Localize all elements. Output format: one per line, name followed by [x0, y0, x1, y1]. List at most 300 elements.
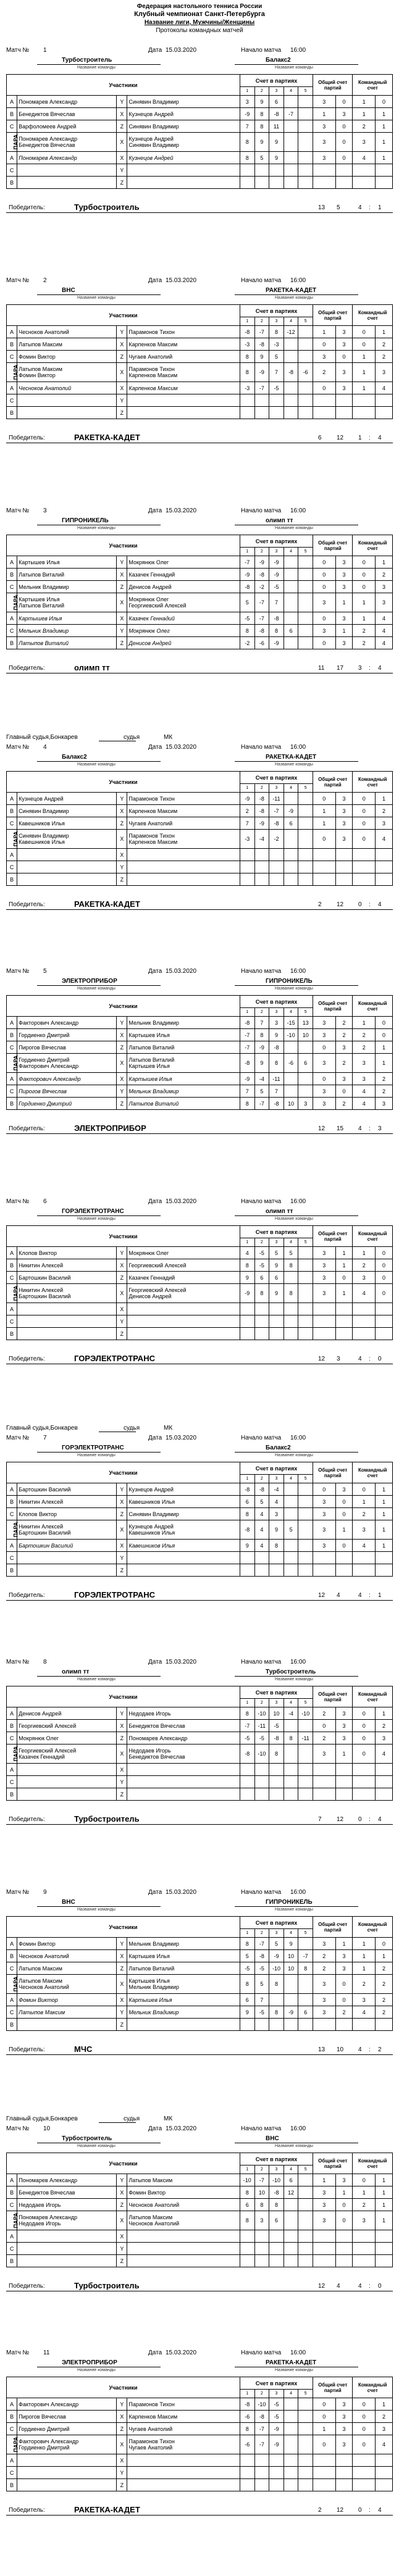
- player1-name: [17, 407, 117, 419]
- game-score: 9: [284, 1938, 298, 1950]
- row-letter: B: [7, 1564, 17, 1577]
- game-number: 1: [240, 1699, 254, 1707]
- total-games-away: [335, 407, 353, 419]
- player1-primary: Мокрянюк Олег: [19, 1735, 59, 1741]
- row-letter: [7, 1975, 17, 1994]
- team1-caption: Название команды: [77, 1217, 116, 1221]
- team-score-home: [353, 1328, 376, 1340]
- game-score: -9: [269, 556, 284, 569]
- team1-name: ВНС: [62, 287, 75, 294]
- row-opponent-letter: Y: [117, 2467, 127, 2479]
- team2-name: олимп тт: [266, 1208, 293, 1215]
- game-score: [298, 793, 313, 805]
- game-row: [7, 2019, 393, 2031]
- team-score-home: 0: [353, 2435, 376, 2454]
- total-games-away-final: 4: [337, 1592, 340, 1599]
- player2-primary: Латыпов Максим: [128, 2177, 173, 2183]
- total-games-home: 0: [313, 793, 336, 805]
- match-protocol-list: [0, 43, 399, 2576]
- player1-name: [17, 793, 117, 805]
- game-number: 3: [269, 2390, 284, 2398]
- player2-primary: Кузнецов Андрей: [128, 154, 174, 161]
- game-row: [7, 120, 393, 133]
- start-label: Начало матча: [241, 1659, 282, 1665]
- row-opponent-letter: Y: [117, 861, 127, 873]
- game-score: 8: [240, 363, 254, 382]
- game-score: [298, 96, 313, 108]
- game-score: 8: [284, 1732, 298, 1744]
- start-time: 16:00: [290, 2125, 306, 2132]
- total-games-away: 0: [335, 1496, 353, 1508]
- total-games-away: 3: [335, 2435, 353, 2454]
- team1-caption: Название команды: [77, 526, 116, 530]
- player2-name: [127, 793, 240, 805]
- start-time: 16:00: [290, 744, 306, 751]
- game-row: [7, 1962, 393, 1975]
- game-score: 5: [269, 1247, 284, 1259]
- player2-partner: Чесноков Анатолий: [128, 2220, 180, 2227]
- game-score: [298, 1938, 313, 1950]
- row-letter: [7, 593, 17, 612]
- row-opponent-letter: X: [117, 569, 127, 581]
- game-score: [298, 2230, 313, 2243]
- game-score: -9: [254, 817, 269, 830]
- game-score: [269, 2479, 284, 2491]
- game-score: 6: [240, 2199, 254, 2211]
- game-row: [7, 1284, 393, 1303]
- player2-name: [127, 1259, 240, 1272]
- total-games-home: 1: [313, 2423, 336, 2435]
- player2-primary: Недодаев Игорь: [128, 1710, 171, 1717]
- player1-primary: Никитин Алексей: [19, 1498, 64, 1505]
- game-score: -9: [254, 1041, 269, 1054]
- player2-primary: Карпенков Максим: [128, 385, 178, 391]
- participants-header: Участники: [7, 535, 240, 556]
- game-score: [298, 1552, 313, 1564]
- score-separator: :: [369, 1356, 371, 1362]
- winner-label: Победитель:: [9, 2283, 45, 2290]
- game-row: [7, 2186, 393, 2199]
- player2-partner: Карпенков Максим: [128, 839, 178, 845]
- match-number: 7: [43, 1435, 47, 1441]
- row-opponent-letter: X: [117, 1303, 127, 1315]
- game-score: [254, 1328, 269, 1340]
- player1-name: [17, 1259, 117, 1272]
- team-score-away: [375, 1776, 392, 1788]
- player1-name: [17, 1017, 117, 1029]
- game-score: [298, 177, 313, 189]
- game-score: [284, 793, 298, 805]
- game-score: [284, 2019, 298, 2031]
- game-score: [269, 1764, 284, 1776]
- total-games-home: [313, 861, 336, 873]
- winner-label: Победитель:: [9, 435, 45, 441]
- total-games-away: 2: [335, 1029, 353, 1041]
- player1-name: [17, 1328, 117, 1340]
- team-score-home: 4: [353, 1540, 376, 1552]
- team-score-away: [375, 407, 392, 419]
- game-score: -5: [269, 1720, 284, 1732]
- total-games-away: 3: [335, 2411, 353, 2423]
- player1-name: [17, 351, 117, 363]
- game-score: [254, 849, 269, 861]
- team-score-home: 1: [353, 363, 376, 382]
- game-row: [7, 1272, 393, 1284]
- date-label: Дата: [148, 1435, 162, 1441]
- game-number: 4: [284, 1929, 298, 1938]
- game-number: 5: [298, 784, 313, 793]
- player1-primary: Фомин Виктор: [19, 353, 56, 360]
- team-score-away: [375, 177, 392, 189]
- team-score-away: 3: [375, 1098, 392, 1110]
- game-score: [298, 861, 313, 873]
- game-row: [7, 2174, 393, 2186]
- total-games-away: [335, 873, 353, 886]
- team1-name: Турбостроитель: [62, 2135, 112, 2142]
- game-number: 4: [284, 2165, 298, 2174]
- total-games-home: [313, 2230, 336, 2243]
- game-score: -8: [240, 1017, 254, 1029]
- row-letter: C: [7, 1732, 17, 1744]
- row-opponent-letter: X: [117, 1284, 127, 1303]
- player1-primary: Недодаев Игорь: [19, 2201, 61, 2208]
- row-opponent-letter: Y: [117, 2243, 127, 2255]
- total-games-away: 2: [335, 1017, 353, 1029]
- team-score-home: 3: [353, 2211, 376, 2230]
- date-label: Дата: [148, 277, 162, 284]
- score-in-games-header: Счет в партиях: [240, 772, 313, 784]
- row-opponent-letter: Z: [117, 2479, 127, 2491]
- game-score: [254, 1776, 269, 1788]
- player1-primary: Картышев Илья: [19, 615, 62, 622]
- player1-primary: Картышев Илья: [19, 559, 60, 565]
- player1-name: [17, 1073, 117, 1085]
- player2-name: [127, 1496, 240, 1508]
- game-row: [7, 2255, 393, 2267]
- team2-caption: Название команды: [275, 2144, 313, 2148]
- player1-name: [17, 2243, 117, 2255]
- match-results-table: [6, 2377, 393, 2491]
- game-score: 10: [269, 1707, 284, 1720]
- game-score: [298, 120, 313, 133]
- player1-name: [17, 382, 117, 394]
- player2-primary: Латыпов Виталий: [128, 1057, 175, 1063]
- team-score-header: Командный счет: [353, 1686, 393, 1707]
- game-score: -5: [254, 1732, 269, 1744]
- total-games-home: 3: [313, 1029, 336, 1041]
- game-score: [284, 569, 298, 581]
- game-score: 8: [240, 2186, 254, 2199]
- start-label: Начало матча: [241, 47, 282, 54]
- total-games-away: 0: [335, 96, 353, 108]
- total-games-home: 2: [313, 363, 336, 382]
- game-score: [240, 2454, 254, 2467]
- row-opponent-letter: Z: [117, 581, 127, 593]
- game-score: [284, 556, 298, 569]
- referee-name: Главный судья,Бонкарев: [6, 1425, 78, 1432]
- team-score-home: 1: [353, 612, 376, 625]
- game-score: [284, 2411, 298, 2423]
- game-score: [254, 2255, 269, 2267]
- game-number: 4: [284, 1475, 298, 1483]
- score-in-games-header: Счет в партиях: [240, 1917, 313, 1929]
- team-score-home-final: 4: [358, 2046, 362, 2053]
- player1-name: [17, 830, 117, 849]
- team2-name: Балакс2: [266, 57, 291, 64]
- game-score: [298, 338, 313, 351]
- team1-caption: Название команды: [77, 1453, 116, 1457]
- row-letter: C: [7, 2423, 17, 2435]
- game-score: [254, 407, 269, 419]
- team-score-away: 1: [375, 120, 392, 133]
- player1-name: [17, 569, 117, 581]
- game-score: [284, 2423, 298, 2435]
- row-opponent-letter: Z: [117, 1732, 127, 1744]
- game-number: 1: [240, 784, 254, 793]
- player2-name: [127, 338, 240, 351]
- player2-name: [127, 1552, 240, 1564]
- total-games-home-final: 12: [318, 1125, 326, 1132]
- game-score: [284, 394, 298, 407]
- row-opponent-letter: Z: [117, 1098, 127, 1110]
- team1-name: ГОРЭЛЕКТРОТРАНС: [62, 1444, 124, 1451]
- game-score: [240, 177, 254, 189]
- start-label: Начало матча: [241, 1435, 282, 1441]
- player1-primary: Кузнецов Андрей: [19, 795, 64, 802]
- total-games-home: 3: [313, 1272, 336, 1284]
- game-score: 9: [269, 152, 284, 164]
- match-date: 15.03.2020: [166, 968, 197, 975]
- total-games-home: [313, 394, 336, 407]
- score-in-games-header: Счет в партиях: [240, 1686, 313, 1699]
- participants-header: Участники: [7, 1686, 240, 1707]
- total-games-away: 3: [335, 2398, 353, 2411]
- row-letter: C: [7, 1962, 17, 1975]
- game-score: -8: [254, 338, 269, 351]
- game-number: 3: [269, 1929, 284, 1938]
- team-score-away-final: 4: [378, 2507, 382, 2514]
- winner-underline: [6, 1133, 393, 1134]
- game-row: [7, 1776, 393, 1788]
- game-number: 5: [298, 1475, 313, 1483]
- team-score-home: 1: [353, 2186, 376, 2199]
- team-score-away: 3: [375, 581, 392, 593]
- row-letter: B: [7, 873, 17, 886]
- player1-name: [17, 2174, 117, 2186]
- game-score: 5: [269, 351, 284, 363]
- match-number: 4: [43, 744, 47, 751]
- team-score-home-final: 1: [358, 435, 362, 441]
- total-games-away: 3: [335, 1483, 353, 1496]
- game-score: [298, 2019, 313, 2031]
- game-score: [284, 133, 298, 152]
- team-score-home: 0: [353, 2423, 376, 2435]
- score-separator: :: [369, 1816, 371, 1823]
- total-games-home: [313, 2454, 336, 2467]
- team-score-home: [353, 1764, 376, 1776]
- game-score: [298, 1994, 313, 2006]
- row-letter: B: [7, 1029, 17, 1041]
- match-date: 15.03.2020: [166, 2125, 197, 2132]
- game-row: [7, 1054, 393, 1073]
- game-score: [298, 581, 313, 593]
- game-score: [284, 593, 298, 612]
- team-score-away: 2: [375, 2411, 392, 2423]
- game-score: -7: [254, 2435, 269, 2454]
- total-games-home: 3: [313, 1496, 336, 1508]
- player1-name: [17, 2199, 117, 2211]
- game-number: 2: [254, 1475, 269, 1483]
- team-score-home: [353, 407, 376, 419]
- game-score: [298, 2255, 313, 2267]
- match-results-table: [6, 304, 393, 419]
- total-games-away: 3: [335, 637, 353, 649]
- game-score: 6: [284, 817, 298, 830]
- team-score-away: 2: [375, 1073, 392, 1085]
- total-games-away: [335, 2255, 353, 2267]
- row-opponent-letter: X: [117, 2411, 127, 2423]
- total-games-home-final: 2: [318, 901, 322, 908]
- game-number: 3: [269, 1238, 284, 1247]
- total-games-home-final: 11: [318, 665, 325, 672]
- match-results-table: [6, 2153, 393, 2267]
- date-label: Дата: [148, 47, 162, 54]
- game-score: 6: [269, 1272, 284, 1284]
- total-games-away: 3: [335, 326, 353, 338]
- total-games-home: 1: [313, 805, 336, 817]
- player2-primary: Казачек Геннадий: [128, 571, 175, 578]
- game-score: -2: [240, 637, 254, 649]
- team2-underline: [235, 1215, 358, 1216]
- total-games-home: 2: [313, 1732, 336, 1744]
- signature-line: [99, 2122, 136, 2123]
- game-score: [240, 1776, 254, 1788]
- total-games-header: Общий счет партий: [313, 305, 353, 326]
- team2-caption: Название команды: [275, 526, 313, 530]
- game-row: [7, 1496, 393, 1508]
- player2-name: [127, 1776, 240, 1788]
- row-letter: B: [7, 338, 17, 351]
- team-score-away: 0: [375, 1029, 392, 1041]
- player2-name: [127, 2243, 240, 2255]
- team-score-away: [375, 1564, 392, 1577]
- team-score-away: 2: [375, 805, 392, 817]
- total-games-header: Общий счет партий: [313, 75, 353, 96]
- game-score: [254, 873, 269, 886]
- row-opponent-letter: Y: [117, 1552, 127, 1564]
- game-score: [284, 2398, 298, 2411]
- team-score-away: [375, 861, 392, 873]
- player2-primary: Парамонов Тихон: [128, 366, 175, 372]
- team1-underline: [37, 1906, 161, 1907]
- row-letter: [7, 2211, 17, 2230]
- team-score-home: 1: [353, 108, 376, 120]
- game-score: 8: [240, 625, 254, 637]
- game-score: [298, 637, 313, 649]
- game-score: -4: [284, 1707, 298, 1720]
- team-score-home: [353, 1788, 376, 1801]
- team-score-home: 0: [353, 581, 376, 593]
- team-score-away: [375, 2454, 392, 2467]
- player1-primary: Никитин Алексей: [19, 1262, 64, 1269]
- player2-name: [127, 351, 240, 363]
- game-number: 1: [240, 1475, 254, 1483]
- row-letter: C: [7, 1085, 17, 1098]
- team-score-home: 1: [353, 351, 376, 363]
- game-number: 1: [240, 1929, 254, 1938]
- row-letter: A: [7, 2230, 17, 2243]
- team1-name: Балакс2: [62, 754, 87, 761]
- game-score: [284, 2454, 298, 2467]
- game-score: 6: [254, 1272, 269, 1284]
- total-games-away: 1: [335, 1938, 353, 1950]
- player1-primary: Бартошкин Василий: [19, 1274, 71, 1281]
- game-score: 8: [269, 625, 284, 637]
- player2-primary: Чугаев Анатолий: [128, 2425, 173, 2432]
- total-games-home: 1: [313, 2174, 336, 2186]
- player1-name: [17, 394, 117, 407]
- game-score: 4: [254, 1540, 269, 1552]
- game-score: 8: [240, 1508, 254, 1520]
- game-score: 9: [254, 96, 269, 108]
- total-games-home: [313, 1315, 336, 1328]
- player2-primary: Недодаев Игорь: [128, 1748, 171, 1754]
- total-games-away: 3: [335, 569, 353, 581]
- team2-name: Турбостроитель: [266, 1669, 316, 1675]
- team-score-away: 3: [375, 2423, 392, 2435]
- player2-primary: Картышев Илья: [128, 1978, 170, 1984]
- player2-name: [127, 849, 240, 861]
- row-opponent-letter: X: [117, 363, 127, 382]
- team-score-away: [375, 394, 392, 407]
- team-score-away: 0: [375, 1247, 392, 1259]
- game-score: 9: [254, 1054, 269, 1073]
- game-score: 4: [254, 1508, 269, 1520]
- player2-name: [127, 1764, 240, 1776]
- game-number: 5: [298, 2165, 313, 2174]
- team-score-home: 0: [353, 830, 376, 849]
- team-score-home-final: 3: [358, 665, 362, 672]
- total-games-away: 3: [335, 793, 353, 805]
- game-score: -6: [240, 2435, 254, 2454]
- game-score: -6: [254, 637, 269, 649]
- team1-name: ГОРЭЛЕКТРОТРАНС: [62, 1208, 124, 1215]
- game-row: [7, 1564, 393, 1577]
- game-score: [298, 1788, 313, 1801]
- team-score-home: 0: [353, 1483, 376, 1496]
- player2-primary: Мельник Владимир: [128, 1019, 179, 1026]
- total-games-home: 0: [313, 382, 336, 394]
- player1-primary: Факторович Александр: [19, 2438, 79, 2445]
- player1-primary: Бартошкин Василий: [19, 1542, 74, 1549]
- team1-underline: [37, 294, 161, 295]
- game-number: 2: [254, 548, 269, 556]
- game-score: [298, 569, 313, 581]
- row-opponent-letter: X: [117, 2230, 127, 2243]
- match-number: 2: [43, 277, 47, 284]
- total-games-home: 0: [313, 569, 336, 581]
- total-games-home-final: 2: [318, 2507, 322, 2514]
- row-opponent-letter: Z: [117, 2199, 127, 2211]
- game-score: 7: [240, 120, 254, 133]
- row-opponent-letter: X: [117, 1744, 127, 1764]
- team2-name: РАКЕТКА-КАДЕТ: [266, 754, 317, 761]
- game-row: [7, 1540, 393, 1552]
- referee-name: Главный судья,Бонкарев: [6, 2115, 78, 2122]
- player1-primary: Бенедиктов Вячеслав: [19, 110, 75, 117]
- player2-primary: Парамонов Тихон: [128, 795, 175, 802]
- row-letter: B: [7, 2186, 17, 2199]
